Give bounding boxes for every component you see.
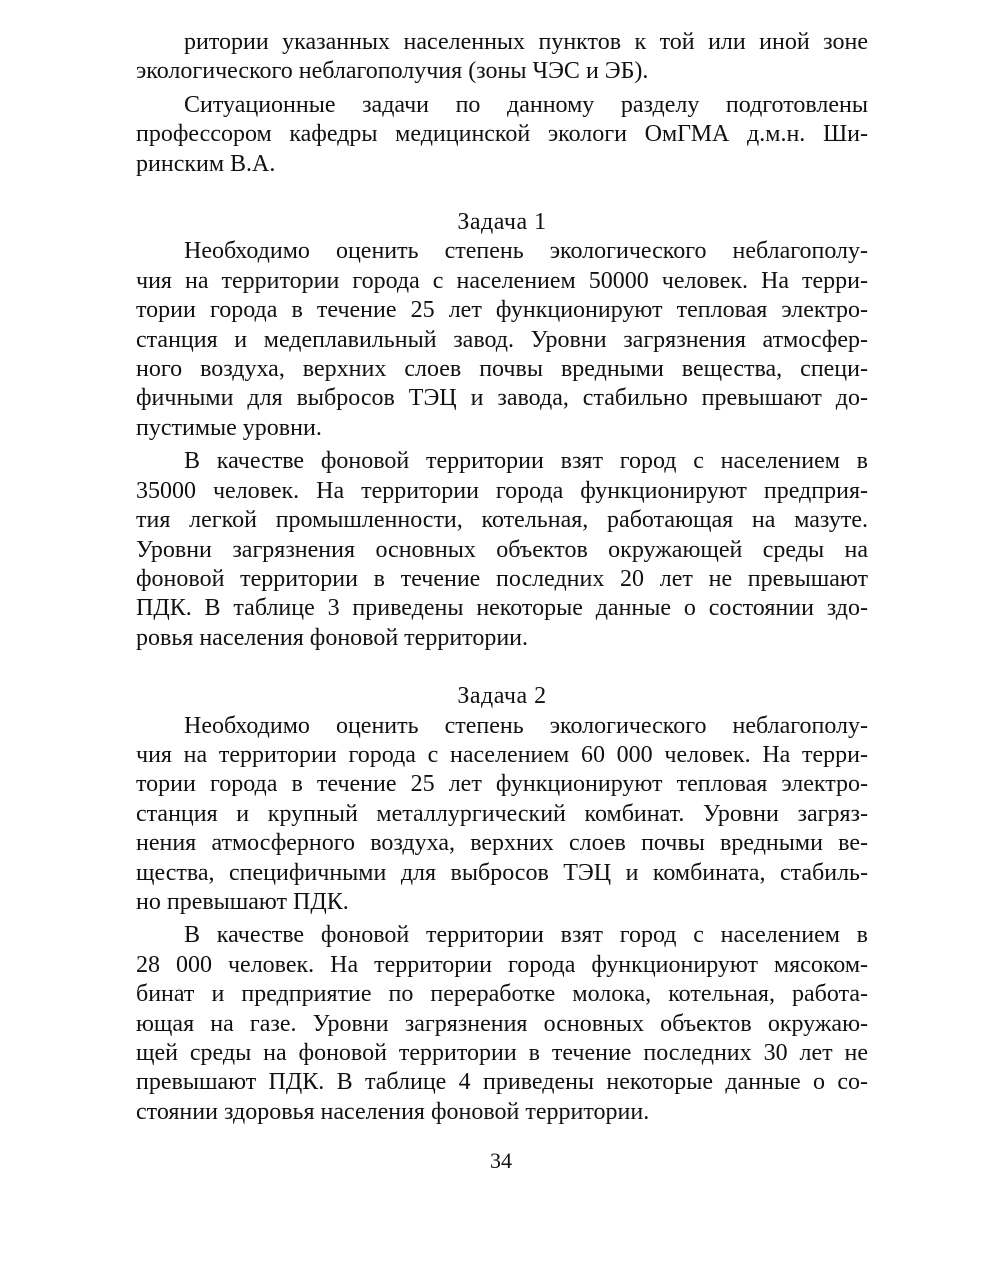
text-line: Необходимо оценить степень экологического неблагополу- — [184, 712, 868, 739]
text-line: тории города в течение 25 лет функционируют тепловая электро- — [136, 771, 868, 798]
section-heading: Задача 1 — [457, 209, 547, 236]
text-line: ного воздуха, верхних слоев почвы вредными вещества, специ- — [136, 356, 868, 383]
text-line: Уровни загрязнения основных объектов окружающей среды на — [136, 536, 868, 563]
text-line: стоянии здоровья населения фоновой территории. — [136, 1098, 650, 1125]
text-line: профессором кафедры медицинской экологи ОмГМА д.м.н. Ши- — [136, 121, 868, 148]
paragraph — [136, 712, 868, 918]
text-line: станция и крупный металлургический комбинат. Уровни загряз- — [136, 800, 868, 827]
text-line: но превышают ПДК. — [136, 888, 349, 915]
text-line: фоновой территории в течение последних 20 лет не превышают — [136, 565, 868, 592]
text-line: тия легкой промышленности, котельная, работающая на мазуте. — [136, 507, 868, 534]
page-body — [136, 28, 868, 1127]
text-line: ПДК. В таблице 3 приведены некоторые данные о состоянии здо- — [136, 595, 868, 622]
paragraph — [136, 91, 868, 179]
text-line: тории города в течение 25 лет функционируют тепловая электро- — [136, 297, 868, 324]
text-line: нения атмосферного воздуха, верхних слоев почвы вредными ве- — [136, 830, 868, 857]
text-line: ринским В.А. — [136, 150, 276, 177]
paragraph — [136, 28, 868, 87]
page-number: 34 — [490, 1148, 512, 1173]
text-line: бинат и предприятие по переработке молока, котельная, работа- — [136, 981, 868, 1008]
text-line: 35000 человек. На территории города функционируют предприя- — [136, 477, 868, 504]
text-line: В качестве фоновой территории взят город с населением в — [184, 448, 868, 475]
text-line: В качестве фоновой территории взят город с населением в — [184, 922, 868, 949]
text-line: 28 000 человек. На территории города функционируют мясоком- — [136, 951, 868, 978]
text-line: Ситуационные задачи по данному разделу подготовлены — [184, 91, 868, 118]
paragraph — [136, 237, 868, 443]
text-line: чия на территории города с населением 50000 человек. На терри- — [136, 267, 868, 294]
text-line: Необходимо оценить степень экологического неблагополу- — [184, 238, 868, 265]
text-line: ритории указанных населенных пунктов к той или иной зоне — [184, 29, 868, 55]
paragraph — [136, 447, 868, 653]
text-line: ющая на газе. Уровни загрязнения основных объектов окружаю- — [136, 1010, 868, 1037]
text-line: щей среды на фоновой территории в течение последних 30 лет не — [136, 1040, 868, 1066]
text-line: фичными для выбросов ТЭЦ и завода, стабильно превышают до- — [136, 385, 868, 412]
text-line: щества, специфичными для выбросов ТЭЦ и комбината, стабиль- — [136, 859, 868, 886]
text-line: чия на территории города с населением 60 000 человек. На терри- — [136, 741, 868, 768]
paragraph — [136, 921, 868, 1127]
text-line: превышают ПДК. В таблице 4 приведены некоторые данные о со- — [136, 1069, 868, 1096]
text-line: экологического неблагополучия (зоны ЧЭС и ЭБ). — [136, 58, 649, 85]
text-line: пустимые уровни. — [136, 414, 322, 441]
text-line: станция и медеплавильный завод. Уровни загрязнения атмосфер- — [136, 326, 868, 353]
section-heading: Задача 2 — [457, 683, 547, 710]
text-line: ровья населения фоновой территории. — [136, 624, 529, 651]
